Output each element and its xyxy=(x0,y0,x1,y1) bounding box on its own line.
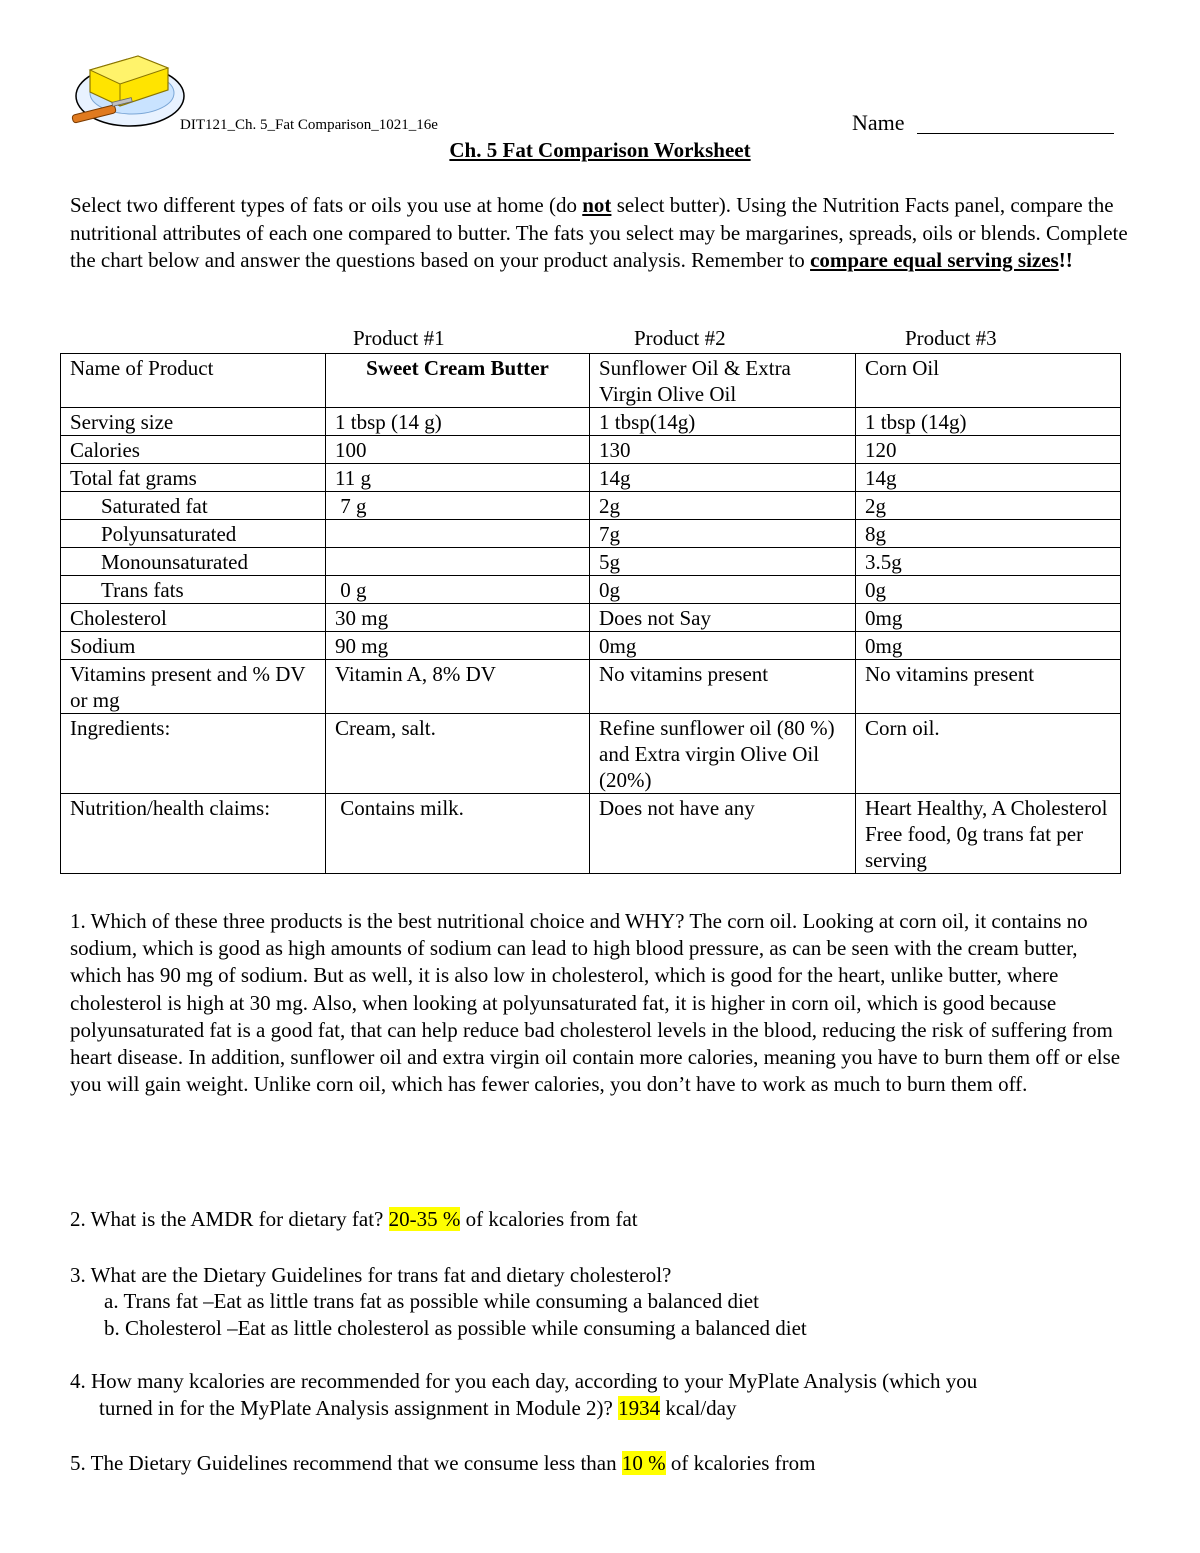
cell-p1: 7 g xyxy=(326,492,590,520)
table-row xyxy=(61,714,1121,794)
cell-p1: 100 xyxy=(326,436,590,464)
cell-p3: No vitamins present xyxy=(856,660,1121,714)
cell-p1: 1 tbsp (14 g) xyxy=(326,408,590,436)
cell-p3: 3.5g xyxy=(856,548,1121,576)
table-row xyxy=(61,354,1121,408)
cell-p3: Heart Healthy, A Cholesterol Free food, 0g trans fat per serving xyxy=(856,794,1121,874)
cell-p3: 0mg xyxy=(856,632,1121,660)
question-5: 5. The Dietary Guidelines recommend that we consume less than 10 % of kcalories from xyxy=(70,1451,816,1475)
cell-p1: Cream, salt. xyxy=(326,714,590,794)
cell-p1: 11 g xyxy=(326,464,590,492)
cell-p2: Sunflower Oil & Extra Virgin Olive Oil xyxy=(590,354,856,408)
cell-p1: 90 mg xyxy=(326,632,590,660)
intro-paragraph: Select two different types of fats or oils you use at home (do not select butter). Using the Nutrition Facts panel, compare the nutritional attributes of each one compared to butter. The fats you select may be margarines, spreads, oils or blends. Complete the chart below and answer the questions based on your product analysis. Remember to compare equal serving sizes!! xyxy=(70,193,1128,272)
question-3: 3. What are the Dietary Guidelines for trans fat and dietary cholesterol? xyxy=(70,1263,672,1287)
question-2: 2. What is the AMDR for dietary fat? 20-35 % of kcalories from fat xyxy=(70,1207,638,1231)
table-row xyxy=(61,576,1121,604)
table-row xyxy=(61,794,1121,874)
cell-p3: 120 xyxy=(856,436,1121,464)
cell-p1: 30 mg xyxy=(326,604,590,632)
cell-p3: 8g xyxy=(856,520,1121,548)
cell-p1 xyxy=(326,548,590,576)
answer-highlight: 20-35 % xyxy=(388,1207,461,1231)
cell-p2: No vitamins present xyxy=(590,660,856,714)
row-label: Polyunsaturated xyxy=(61,520,326,548)
table-row xyxy=(61,632,1121,660)
cell-p2: 1 tbsp(14g) xyxy=(590,408,856,436)
cell-p2: 0mg xyxy=(590,632,856,660)
file-label: DIT121_Ch. 5_Fat Comparison_1021_16e xyxy=(180,117,438,133)
row-label: Vitamins present and % DV or mg xyxy=(61,660,326,714)
row-label: Nutrition/health claims: xyxy=(61,794,326,874)
question-1: 1. Which of these three products is the best nutritional choice and WHY? The corn oil. Looking at corn oil, it contains no sodium, which is good as high amounts of sodium can lead to high blood pressure, as can be seen with the cream butter, which has 90 mg of sodium. But as well, it is also low in cholesterol, which is good for the heart, unlike butter, where cholesterol is high at 30 mg. Also, when looking at polyunsaturated fat, it is higher in corn oil, which is good because polyunsaturated fat is a good fat, that can help reduce bad cholesterol levels in the blood, reducing the risk of suffering from heart disease. In addition, sunflower oil and extra virgin oil contain more calories, meaning you have to burn them off or else you will gain weight. Unlike corn oil, which has fewer calories, you don’t have to work as much to burn them off. xyxy=(70,909,1121,1097)
cell-p2: Does not have any xyxy=(590,794,856,874)
cell-p1 xyxy=(326,520,590,548)
cell-p3: 14g xyxy=(856,464,1121,492)
cell-p2: 14g xyxy=(590,464,856,492)
question-3-a: a. Trans fat –Eat as little trans fat as possible while consuming a balanced diet xyxy=(104,1289,759,1313)
question-3-b: b. Cholesterol –Eat as little cholesterol as possible while consuming a balanced diet xyxy=(104,1316,807,1340)
cell-p2: 130 xyxy=(590,436,856,464)
row-label: Serving size xyxy=(61,408,326,436)
answer-highlight: 10 % xyxy=(621,1451,666,1475)
name-blank-line xyxy=(917,133,1114,134)
cell-p1: Sweet Cream Butter xyxy=(326,354,590,408)
table-row xyxy=(61,492,1121,520)
table-row xyxy=(61,464,1121,492)
table-row xyxy=(61,604,1121,632)
butter-dish-icon xyxy=(68,48,186,132)
question-4: 4. How many kcalories are recommended for you each day, according to your MyPlate Analysis (which you xyxy=(70,1369,978,1393)
fat-comparison-table xyxy=(60,353,1121,874)
row-label: Sodium xyxy=(61,632,326,660)
row-label: Saturated fat xyxy=(61,492,326,520)
product-1-header: Product #1 xyxy=(353,326,445,350)
table-row xyxy=(61,520,1121,548)
cell-p3: 0g xyxy=(856,576,1121,604)
row-label: Name of Product xyxy=(61,354,326,408)
cell-p1: Contains milk. xyxy=(326,794,590,874)
cell-p3: 1 tbsp (14g) xyxy=(856,408,1121,436)
table-row xyxy=(61,408,1121,436)
cell-p1: Vitamin A, 8% DV xyxy=(326,660,590,714)
cell-p2: 0g xyxy=(590,576,856,604)
row-label: Monounsaturated xyxy=(61,548,326,576)
cell-p2: 5g xyxy=(590,548,856,576)
cell-p3: Corn oil. xyxy=(856,714,1121,794)
answer-highlight: 1934 xyxy=(618,1396,661,1420)
table-row xyxy=(61,436,1121,464)
cell-p2: 2g xyxy=(590,492,856,520)
cell-p3: 2g xyxy=(856,492,1121,520)
row-label: Calories xyxy=(61,436,326,464)
cell-p2: Does not Say xyxy=(590,604,856,632)
question-4-continued: turned in for the MyPlate Analysis assignment in Module 2)? 1934 kcal/day xyxy=(99,1396,737,1420)
cell-p3: Corn Oil xyxy=(856,354,1121,408)
name-label: Name xyxy=(852,110,905,135)
row-label: Total fat grams xyxy=(61,464,326,492)
cell-p3: 0mg xyxy=(856,604,1121,632)
cell-p2: Refine sunflower oil (80 %) and Extra virgin Olive Oil (20%) xyxy=(590,714,856,794)
cell-p1: 0 g xyxy=(326,576,590,604)
product-2-header: Product #2 xyxy=(634,326,726,350)
row-label: Trans fats xyxy=(61,576,326,604)
row-label: Ingredients: xyxy=(61,714,326,794)
table-row xyxy=(61,660,1121,714)
table-row xyxy=(61,548,1121,576)
cell-p2: 7g xyxy=(590,520,856,548)
row-label: Cholesterol xyxy=(61,604,326,632)
page-title: Ch. 5 Fat Comparison Worksheet xyxy=(449,138,751,162)
product-3-header: Product #3 xyxy=(905,326,997,350)
